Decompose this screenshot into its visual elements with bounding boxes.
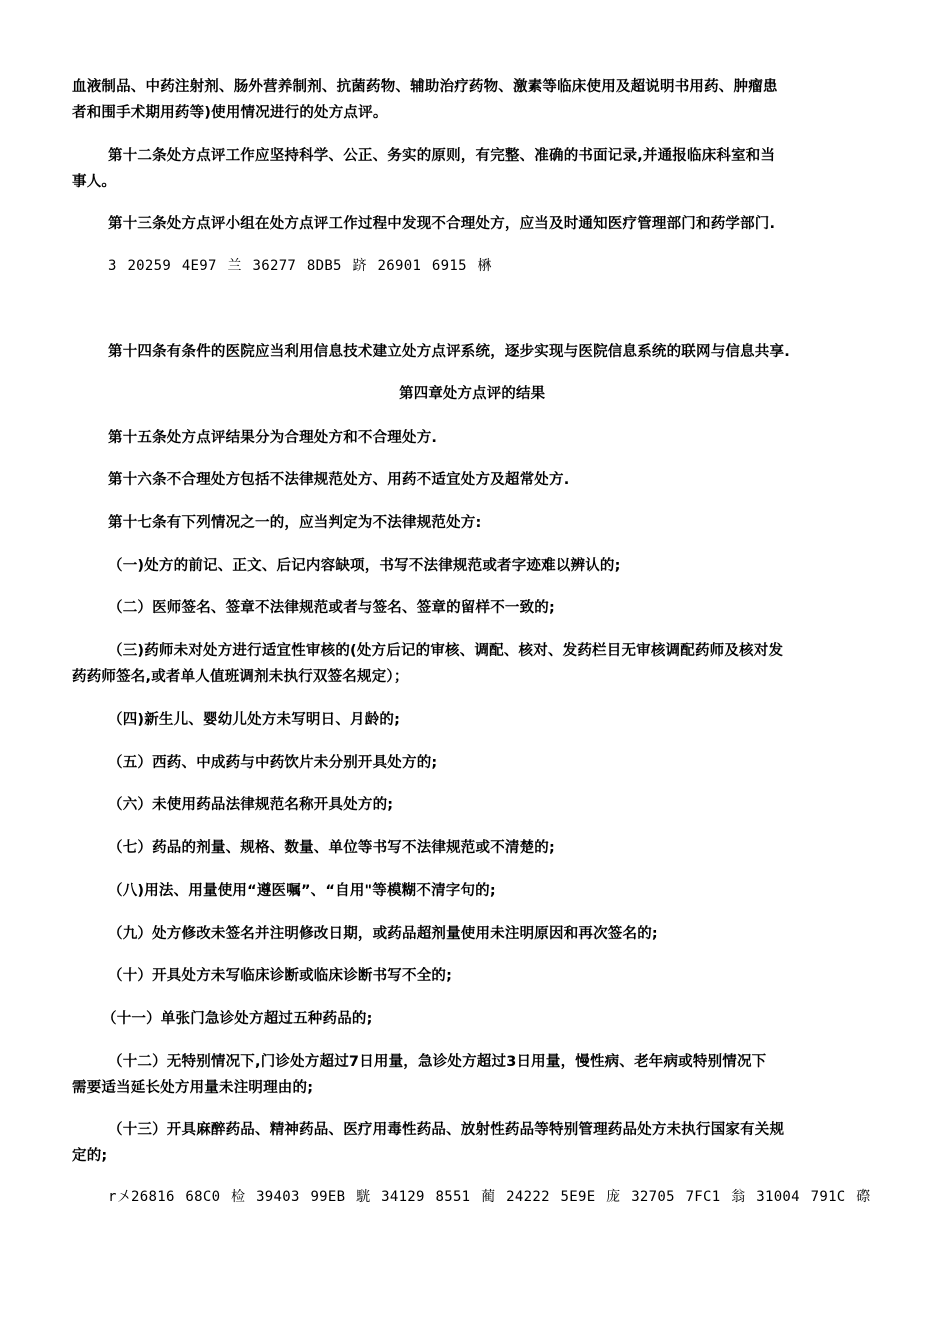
list-item: （十）开具处方未写临床诊断或临床诊断书写不全的;	[108, 968, 453, 984]
text-line: 第十七条有下列情况之一的，应当判定为不法律规范处方:	[108, 515, 482, 531]
list-item: （八)用法、用量使用“遵医嘱”、“自用"等模糊不清字句的;	[108, 883, 496, 899]
text-line: 第十三条处方点评小组在处方点评工作过程中发现不合理处方，应当及时通知医疗管理部门和药学部门.	[108, 216, 776, 232]
list-item: （九）处方修改未签名并注明修改日期，或药品超剂量使用未注明原因和再次签名的;	[108, 926, 658, 942]
text-line: 第十六条不合理处方包括不法律规范处方、用药不适宜处方及超常处方.	[108, 472, 570, 488]
text-line: 第十五条处方点评结果分为合理处方和不合理处方.	[108, 430, 438, 446]
list-item: （一)处方的前记、正文、后记内容缺项，书写不法律规范或者字迹难以辨认的;	[108, 558, 621, 574]
list-item: （三)药师未对处方进行适宜性审核的(处方后记的审核、调配、核对、发药栏目无审核调配药师及核对发	[108, 643, 784, 659]
list-item: （十二）无特别情况下,门诊处方超过7日用量，急诊处方超过3日用量，慢性病、老年病或特别情况下	[108, 1054, 767, 1070]
list-item: （七）药品的剂量、规格、数量、单位等书写不法律规范或不清楚的;	[108, 840, 555, 856]
garbled-code-line: r〤26816 68C0 检 39403 99EB 駫 34129 8551 蔺 24222 5E9E 庞 32705 7FC1 翁 31004 791C 磜	[108, 1189, 871, 1205]
list-item: （五）西药、中成药与中药饮片未分别开具处方的;	[108, 755, 438, 771]
chapter-heading: 第四章处方点评的结果	[399, 386, 546, 402]
garbled-code-line: 3 20259 4E97 兰 36277 8DB5 跻 26901 6915 楙	[108, 258, 492, 274]
list-item: （十一）单张门急诊处方超过五种药品的;	[102, 1011, 373, 1027]
list-item: （四)新生儿、婴幼儿处方未写明日、月龄的;	[108, 712, 401, 728]
list-item: （十三）开具麻醉药品、精神药品、医疗用毒性药品、放射性药品等特别管理药品处方未执行国家有关规	[108, 1122, 785, 1138]
text-line: 者和围手术期用药等)使用情况进行的处方点评。	[72, 105, 388, 121]
list-item: （二）医师签名、签章不法律规范或者与签名、签章的留样不一致的;	[108, 600, 555, 616]
text-line: 事人。	[72, 174, 117, 190]
list-item-continuation: 需要适当延长处方用量未注明理由的;	[72, 1080, 314, 1096]
text-line: 第十二条处方点评工作应坚持科学、公正、务实的原则，有完整、准确的书面记录,并通报临床科室和当	[108, 148, 776, 164]
list-item-continuation: 定的;	[72, 1148, 108, 1164]
list-item-continuation: 药药师签名,或者单人值班调剂未执行双签名规定）；	[72, 669, 409, 685]
list-item: （六）未使用药品法律规范名称开具处方的;	[108, 797, 394, 813]
text-line: 血液制品、中药注射剂、肠外营养制剂、抗菌药物、辅助治疗药物、激素等临床使用及超说明书用药、肿瘤患	[72, 79, 778, 95]
text-line: 第十四条有条件的医院应当利用信息技术建立处方点评系统，逐步实现与医院信息系统的联网与信息共享.	[108, 344, 790, 360]
